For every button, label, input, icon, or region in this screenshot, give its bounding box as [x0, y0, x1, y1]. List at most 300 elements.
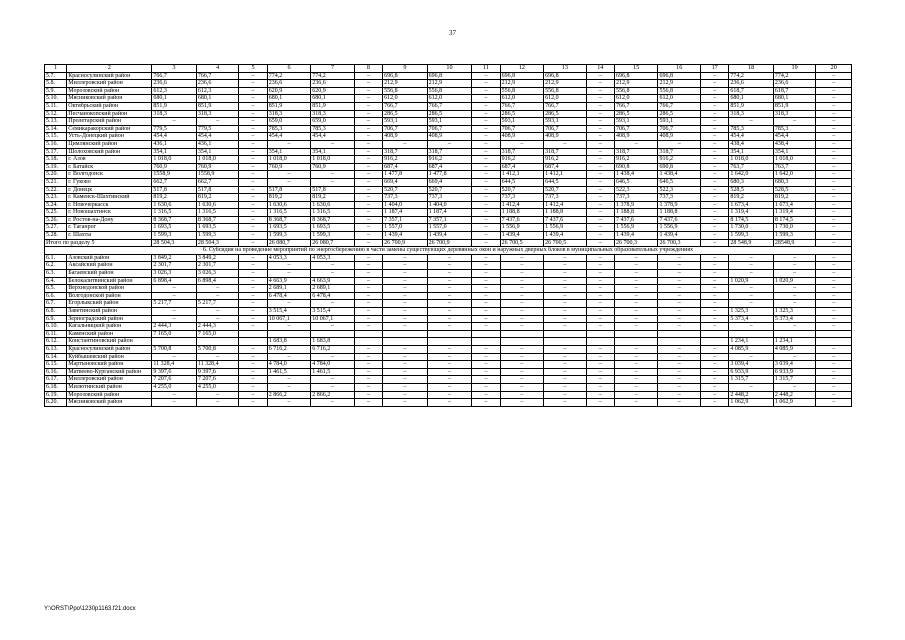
- value-cell: –: [816, 118, 852, 126]
- column-number-cell: 1: [45, 65, 67, 73]
- value-cell: –: [383, 391, 428, 399]
- value-cell: –: [472, 216, 500, 224]
- value-cell: 1 319,4: [773, 209, 816, 217]
- table-row: [45, 376, 852, 384]
- value-cell: –: [816, 361, 852, 369]
- value-cell: 1 556,9: [658, 224, 701, 232]
- value-cell: –: [472, 163, 500, 171]
- value-cell: –: [267, 300, 311, 308]
- file-path-footer: Y:\ORST\Ppo\1230p1163.f21.docx: [44, 606, 136, 612]
- value-cell: –: [701, 262, 729, 270]
- district-name: Октябрьский район: [67, 102, 152, 110]
- value-cell: 774,2: [311, 72, 355, 80]
- value-cell: –: [239, 102, 267, 110]
- district-name: г. Новошахтинск: [67, 209, 152, 217]
- table-row: [45, 361, 852, 369]
- value-cell: 1 556,9: [500, 224, 544, 232]
- value-cell: –: [427, 285, 472, 293]
- value-cell: –: [614, 361, 658, 369]
- value-cell: 1 693,5: [311, 224, 355, 232]
- value-cell: 1 316,5: [311, 209, 355, 217]
- row-number: 5.28.: [45, 232, 67, 240]
- table-row: [45, 254, 852, 262]
- district-name: Семикаракорский район: [67, 125, 152, 133]
- value-cell: –: [239, 300, 267, 308]
- value-cell: –: [472, 118, 500, 126]
- value-cell: –: [152, 353, 197, 361]
- value-cell: 7 437,6: [614, 216, 658, 224]
- table-row: [45, 87, 852, 95]
- value-cell: –: [544, 361, 587, 369]
- value-cell: –: [773, 270, 816, 278]
- value-cell: –: [544, 376, 587, 384]
- value-cell: 354,1: [196, 148, 239, 156]
- row-number: 6.12.: [45, 338, 67, 346]
- value-cell: –: [267, 399, 311, 407]
- value-cell: –: [472, 399, 500, 407]
- value-cell: –: [816, 391, 852, 399]
- value-cell: –: [701, 277, 729, 285]
- value-cell: –: [239, 201, 267, 209]
- row-number: 5.9.: [45, 87, 67, 95]
- value-cell: –: [586, 171, 614, 179]
- value-cell: 1 319,4: [729, 209, 774, 217]
- value-cell: –: [586, 102, 614, 110]
- value-cell: –: [267, 178, 311, 186]
- value-cell: –: [354, 118, 382, 126]
- value-cell: –: [239, 270, 267, 278]
- value-cell: –: [614, 140, 658, 148]
- value-cell: –: [427, 399, 472, 407]
- value-cell: –: [239, 285, 267, 293]
- value-cell: [586, 338, 614, 346]
- value-cell: –: [472, 353, 500, 361]
- value-cell: 1 683,8: [267, 338, 311, 346]
- value-cell: –: [816, 285, 852, 293]
- row-number: 5.25.: [45, 209, 67, 217]
- value-cell: –: [586, 140, 614, 148]
- value-cell: –: [701, 178, 729, 186]
- value-cell: –: [544, 292, 587, 300]
- value-cell: [614, 330, 658, 338]
- value-cell: –: [383, 383, 428, 391]
- value-cell: –: [701, 254, 729, 262]
- value-cell: –: [196, 285, 239, 293]
- value-cell: –: [354, 216, 382, 224]
- value-cell: –: [354, 102, 382, 110]
- value-cell: 6 898,4: [152, 277, 197, 285]
- value-cell: 680,1: [196, 95, 239, 103]
- value-cell: 680,1: [152, 95, 197, 103]
- value-cell: 11 328,4: [196, 361, 239, 369]
- value-cell: –: [472, 232, 500, 240]
- value-cell: –: [658, 270, 701, 278]
- value-cell: –: [544, 399, 587, 407]
- value-cell: 318,3: [196, 110, 239, 118]
- value-cell: 8 174,5: [773, 216, 816, 224]
- value-cell: –: [500, 300, 544, 308]
- value-cell: 8 368,7: [152, 216, 197, 224]
- value-cell: –: [701, 232, 729, 240]
- value-cell: 774,2: [729, 72, 774, 80]
- value-cell: –: [354, 95, 382, 103]
- value-cell: –: [544, 300, 587, 308]
- column-number-cell: 15: [614, 65, 658, 73]
- value-cell: –: [816, 224, 852, 232]
- value-cell: –: [658, 262, 701, 270]
- value-cell: 618,7: [729, 87, 774, 95]
- value-cell: –: [427, 262, 472, 270]
- value-cell: 1 693,5: [152, 224, 197, 232]
- value-cell: 26 700,3: [614, 239, 658, 247]
- value-cell: 5 217,7: [196, 300, 239, 308]
- value-cell: 5 217,7: [152, 300, 197, 308]
- value-cell: 1 630,6: [311, 201, 355, 209]
- value-cell: 1 404,0: [383, 201, 428, 209]
- value-cell: –: [614, 353, 658, 361]
- value-cell: –: [267, 323, 311, 331]
- value-cell: 644,5: [500, 178, 544, 186]
- value-cell: 766,7: [614, 102, 658, 110]
- district-name: Кагальницкий район: [67, 323, 152, 331]
- row-number: 6.13.: [45, 345, 67, 353]
- value-cell: 1 315,7: [773, 376, 816, 384]
- column-number-cell: 4: [196, 65, 239, 73]
- row-number: 5.12.: [45, 110, 67, 118]
- value-cell: 1 439,4: [500, 232, 544, 240]
- value-cell: –: [472, 133, 500, 141]
- value-cell: 318,7: [500, 148, 544, 156]
- value-cell: –: [701, 216, 729, 224]
- district-name: Егорлыкский район: [67, 300, 152, 308]
- value-cell: 785,3: [729, 125, 774, 133]
- value-cell: –: [614, 300, 658, 308]
- value-cell: 354,1: [311, 148, 355, 156]
- value-cell: –: [816, 270, 852, 278]
- value-cell: –: [658, 323, 701, 331]
- value-cell: –: [354, 353, 382, 361]
- value-cell: –: [816, 292, 852, 300]
- value-cell: 690,8: [658, 163, 701, 171]
- value-cell: [544, 330, 587, 338]
- value-cell: –: [701, 239, 729, 247]
- value-cell: –: [472, 72, 500, 80]
- value-cell: –: [773, 353, 816, 361]
- table-row: [45, 178, 852, 186]
- value-cell: –: [701, 102, 729, 110]
- district-name: Зерноградский район: [67, 315, 152, 323]
- value-cell: 286,5: [383, 110, 428, 118]
- value-cell: 556,8: [658, 87, 701, 95]
- value-cell: –: [383, 308, 428, 316]
- value-cell: –: [816, 232, 852, 240]
- value-cell: 696,8: [658, 72, 701, 80]
- row-number: 5.26.: [45, 216, 67, 224]
- value-cell: –: [586, 239, 614, 247]
- table-row: [45, 330, 852, 338]
- district-name: Красносулинский район: [67, 72, 152, 80]
- value-cell: –: [544, 270, 587, 278]
- value-cell: [427, 338, 472, 346]
- value-cell: 528,5: [729, 186, 774, 194]
- value-cell: 1 187,4: [383, 209, 428, 217]
- value-cell: 1 439,4: [544, 232, 587, 240]
- value-cell: –: [472, 178, 500, 186]
- value-cell: –: [586, 292, 614, 300]
- value-cell: –: [773, 300, 816, 308]
- value-cell: –: [472, 277, 500, 285]
- value-cell: 1 234,1: [729, 338, 774, 346]
- value-cell: 1 642,0: [773, 171, 816, 179]
- row-number: 6.9.: [45, 315, 67, 323]
- value-cell: –: [658, 368, 701, 376]
- value-cell: 819,2: [152, 194, 197, 202]
- value-cell: –: [427, 361, 472, 369]
- district-name: Миллеровский район: [67, 80, 152, 88]
- district-name: Пролетарский район: [67, 118, 152, 126]
- value-cell: 612,0: [427, 95, 472, 103]
- value-cell: –: [354, 80, 382, 88]
- value-cell: 1 439,4: [614, 232, 658, 240]
- value-cell: 696,8: [500, 72, 544, 80]
- row-number: 6.5.: [45, 285, 67, 293]
- value-cell: –: [354, 201, 382, 209]
- value-cell: –: [816, 315, 852, 323]
- value-cell: –: [658, 345, 701, 353]
- value-cell: –: [544, 353, 587, 361]
- value-cell: 286,5: [427, 110, 472, 118]
- value-cell: –: [500, 277, 544, 285]
- value-cell: –: [701, 194, 729, 202]
- value-cell: 1 477,8: [427, 171, 472, 179]
- value-cell: –: [544, 140, 587, 148]
- value-cell: –: [239, 277, 267, 285]
- value-cell: 318,3: [152, 110, 197, 118]
- value-cell: –: [816, 308, 852, 316]
- value-cell: –: [729, 353, 774, 361]
- value-cell: –: [658, 277, 701, 285]
- value-cell: –: [383, 270, 428, 278]
- value-cell: [701, 338, 729, 346]
- value-cell: –: [586, 186, 614, 194]
- value-cell: –: [239, 186, 267, 194]
- value-cell: –: [586, 216, 614, 224]
- column-number-header: [45, 65, 852, 73]
- value-cell: –: [472, 254, 500, 262]
- value-cell: –: [239, 345, 267, 353]
- value-cell: 6 933,9: [729, 368, 774, 376]
- value-cell: 8 368,7: [267, 216, 311, 224]
- value-cell: –: [701, 399, 729, 407]
- value-cell: –: [354, 300, 382, 308]
- value-cell: –: [427, 368, 472, 376]
- value-cell: –: [472, 391, 500, 399]
- value-cell: –: [267, 270, 311, 278]
- value-cell: 646,5: [658, 178, 701, 186]
- value-cell: 1 599,3: [267, 232, 311, 240]
- value-cell: –: [586, 353, 614, 361]
- value-cell: 556,8: [500, 87, 544, 95]
- value-cell: –: [701, 300, 729, 308]
- value-cell: –: [816, 277, 852, 285]
- value-cell: [239, 338, 267, 346]
- value-cell: –: [544, 368, 587, 376]
- value-cell: –: [500, 368, 544, 376]
- value-cell: –: [586, 133, 614, 141]
- value-cell: 737,3: [614, 194, 658, 202]
- value-cell: 517,8: [267, 186, 311, 194]
- value-cell: 1 412,1: [500, 171, 544, 179]
- value-cell: 212,9: [500, 80, 544, 88]
- value-cell: –: [427, 391, 472, 399]
- value-cell: –: [239, 391, 267, 399]
- value-cell: 5 373,4: [729, 315, 774, 323]
- value-cell: 528,5: [773, 186, 816, 194]
- value-cell: 7 207,6: [196, 376, 239, 384]
- value-cell: 1 673,4: [773, 201, 816, 209]
- table-row: [45, 148, 852, 156]
- value-cell: –: [586, 254, 614, 262]
- value-cell: –: [500, 140, 544, 148]
- column-number-cell: 17: [701, 65, 729, 73]
- value-cell: –: [427, 292, 472, 300]
- value-cell: –: [500, 270, 544, 278]
- value-cell: –: [586, 209, 614, 217]
- value-cell: –: [658, 399, 701, 407]
- value-cell: –: [239, 361, 267, 369]
- section-heading-row: [45, 247, 852, 255]
- value-cell: –: [472, 383, 500, 391]
- value-cell: –: [614, 315, 658, 323]
- table-row: [45, 323, 852, 331]
- value-cell: –: [311, 262, 355, 270]
- total-row: [45, 239, 852, 247]
- row-number: 5.22.: [45, 186, 67, 194]
- value-cell: 10 067,1: [267, 315, 311, 323]
- value-cell: 618,7: [773, 87, 816, 95]
- value-cell: 408,9: [658, 133, 701, 141]
- value-cell: –: [500, 285, 544, 293]
- column-number-cell: 5: [239, 65, 267, 73]
- value-cell: –: [586, 194, 614, 202]
- district-name: Мясниковский район: [67, 399, 152, 407]
- value-cell: –: [816, 163, 852, 171]
- value-cell: 1 683,8: [311, 338, 355, 346]
- value-cell: 1 412,1: [544, 171, 587, 179]
- value-cell: 669,4: [427, 178, 472, 186]
- district-name: Белокалитвинский район: [67, 277, 152, 285]
- value-cell: [658, 338, 701, 346]
- value-cell: –: [152, 315, 197, 323]
- value-cell: –: [239, 148, 267, 156]
- value-cell: 318,7: [544, 148, 587, 156]
- value-cell: –: [701, 376, 729, 384]
- value-cell: 1 461,5: [311, 368, 355, 376]
- value-cell: –: [500, 315, 544, 323]
- value-cell: –: [472, 239, 500, 247]
- value-cell: –: [614, 383, 658, 391]
- district-name: г. Шахты: [67, 232, 152, 240]
- value-cell: –: [701, 110, 729, 118]
- value-cell: –: [383, 254, 428, 262]
- district-name: Мясниковский район: [67, 95, 152, 103]
- total-label: Итого по разделу 5: [45, 239, 152, 247]
- value-cell: 1 062,9: [773, 399, 816, 407]
- value-cell: –: [614, 376, 658, 384]
- value-cell: 26 700,5: [500, 239, 544, 247]
- value-cell: –: [500, 254, 544, 262]
- value-cell: –: [544, 323, 587, 331]
- value-cell: 1 730,0: [773, 224, 816, 232]
- value-cell: –: [773, 254, 816, 262]
- value-cell: –: [354, 361, 382, 369]
- value-cell: 620,9: [311, 87, 355, 95]
- value-cell: 696,8: [544, 72, 587, 80]
- value-cell: 4 784,0: [267, 361, 311, 369]
- column-number-cell: 19: [773, 65, 816, 73]
- value-cell: 436,1: [152, 140, 197, 148]
- value-cell: –: [354, 87, 382, 95]
- value-cell: 236,6: [773, 80, 816, 88]
- value-cell: –: [614, 345, 658, 353]
- value-cell: –: [500, 292, 544, 300]
- row-number: 6.19.: [45, 391, 67, 399]
- table-row: [45, 140, 852, 148]
- value-cell: –: [586, 345, 614, 353]
- value-cell: 916,2: [614, 156, 658, 164]
- value-cell: –: [658, 254, 701, 262]
- value-cell: [354, 338, 382, 346]
- value-cell: –: [354, 345, 382, 353]
- value-cell: –: [701, 87, 729, 95]
- value-cell: 236,6: [729, 80, 774, 88]
- value-cell: [500, 338, 544, 346]
- value-cell: –: [472, 308, 500, 316]
- value-cell: –: [586, 87, 614, 95]
- row-number: 5.24.: [45, 201, 67, 209]
- value-cell: –: [239, 216, 267, 224]
- row-number: 5.27.: [45, 224, 67, 232]
- column-number-cell: 14: [586, 65, 614, 73]
- value-cell: –: [152, 399, 197, 407]
- value-cell: 1 412,4: [544, 201, 587, 209]
- value-cell: –: [354, 178, 382, 186]
- value-cell: –: [472, 194, 500, 202]
- value-cell: 7 437,6: [658, 216, 701, 224]
- value-cell: –: [701, 125, 729, 133]
- value-cell: –: [472, 95, 500, 103]
- value-cell: –: [614, 323, 658, 331]
- value-cell: –: [383, 262, 428, 270]
- row-number: 6.11.: [45, 330, 67, 338]
- value-cell: 1 018,0: [729, 156, 774, 164]
- value-cell: –: [239, 125, 267, 133]
- value-cell: –: [383, 376, 428, 384]
- district-name: г. Гуково: [67, 178, 152, 186]
- value-cell: 1 693,5: [196, 224, 239, 232]
- value-cell: –: [544, 285, 587, 293]
- value-cell: 517,8: [196, 186, 239, 194]
- value-cell: –: [816, 300, 852, 308]
- table-row: [45, 133, 852, 141]
- value-cell: [729, 330, 774, 338]
- value-cell: 763,7: [773, 163, 816, 171]
- value-cell: 236,6: [311, 80, 355, 88]
- value-cell: 916,2: [544, 156, 587, 164]
- value-cell: –: [586, 399, 614, 407]
- value-cell: –: [472, 110, 500, 118]
- value-cell: [152, 338, 197, 346]
